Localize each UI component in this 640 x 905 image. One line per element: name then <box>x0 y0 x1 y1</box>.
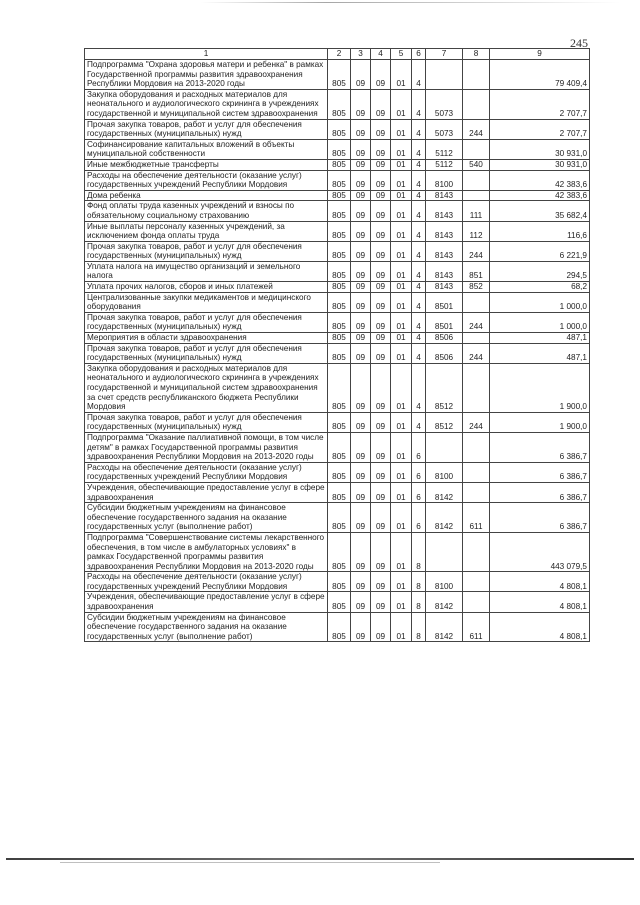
expense-type-cell <box>463 139 490 159</box>
section-code-cell: 805 <box>328 292 351 312</box>
subprogram-code-cell: 4 <box>412 343 426 363</box>
row-name-cell: Закупка оборудования и расходных материалов для неонатального и аудиологического скрининга в учреждениях государственной и муниципальной систем здравоохранения за счет средств республиканского бюджета Республики Мордовия <box>85 363 328 412</box>
amount-cell: 68,2 <box>490 282 590 293</box>
table-row <box>85 412 590 432</box>
program-code-cell: 01 <box>391 612 412 642</box>
table-row <box>85 159 590 170</box>
section-code-cell: 805 <box>328 532 351 571</box>
expense-type-cell <box>463 532 490 571</box>
table-row <box>85 261 590 281</box>
subsection-code-cell: 09 <box>351 592 371 612</box>
target-article-cell: 5073 <box>426 119 463 139</box>
table-row <box>85 60 590 90</box>
section-code-cell: 805 <box>328 592 351 612</box>
subsection-code-cell: 09 <box>351 312 371 332</box>
table-row <box>85 503 590 533</box>
amount-cell: 30 931,0 <box>490 159 590 170</box>
subsection2-code-cell: 09 <box>371 572 391 592</box>
subsection-code-cell: 09 <box>351 261 371 281</box>
row-name-cell: Подпрограмма "Охрана здоровья матери и ребенка" в рамках Государственной программы развития здравоохранения Республики Мордовия на 2013-2020 годы <box>85 60 328 90</box>
subprogram-code-cell: 4 <box>412 292 426 312</box>
amount-cell: 6 386,7 <box>490 462 590 482</box>
subsection2-code-cell: 09 <box>371 343 391 363</box>
program-code-cell: 01 <box>391 333 412 344</box>
amount-cell: 2 707,7 <box>490 119 590 139</box>
table-row <box>85 612 590 642</box>
header-cell: 8 <box>463 49 490 60</box>
subsection2-code-cell: 09 <box>371 139 391 159</box>
header-cell: 6 <box>412 49 426 60</box>
subprogram-code-cell: 4 <box>412 312 426 332</box>
amount-cell: 116,6 <box>490 221 590 241</box>
subsection-code-cell: 09 <box>351 412 371 432</box>
row-name-cell: Субсидии бюджетным учреждениям на финансовое обеспечение государственного задания на оказание государственных услуг (выполнение работ) <box>85 503 328 533</box>
row-name-cell: Дома ребенка <box>85 190 328 201</box>
amount-cell: 6 386,7 <box>490 482 590 502</box>
subsection-code-cell: 09 <box>351 432 371 462</box>
program-code-cell: 01 <box>391 343 412 363</box>
subprogram-code-cell: 4 <box>412 190 426 201</box>
program-code-cell: 01 <box>391 282 412 293</box>
program-code-cell: 01 <box>391 221 412 241</box>
target-article-cell: 8142 <box>426 503 463 533</box>
row-name-cell: Иные межбюджетные трансферты <box>85 159 328 170</box>
subprogram-code-cell: 6 <box>412 503 426 533</box>
target-article-cell: 8143 <box>426 241 463 261</box>
row-name-cell: Расходы на обеспечение деятельности (оказание услуг) государственных учреждений Республики Мордовия <box>85 462 328 482</box>
amount-cell: 4 808,1 <box>490 572 590 592</box>
section-code-cell: 805 <box>328 312 351 332</box>
program-code-cell: 01 <box>391 432 412 462</box>
subprogram-code-cell: 4 <box>412 363 426 412</box>
program-code-cell: 01 <box>391 201 412 221</box>
subprogram-code-cell: 4 <box>412 241 426 261</box>
target-article-cell: 5112 <box>426 139 463 159</box>
subsection2-code-cell: 09 <box>371 312 391 332</box>
table-body <box>85 60 590 642</box>
expense-type-cell <box>463 333 490 344</box>
target-article-cell: 8143 <box>426 261 463 281</box>
subsection2-code-cell: 09 <box>371 190 391 201</box>
subprogram-code-cell: 8 <box>412 532 426 571</box>
amount-cell: 1 000,0 <box>490 292 590 312</box>
expense-type-cell <box>463 170 490 190</box>
subsection2-code-cell: 09 <box>371 482 391 502</box>
section-code-cell: 805 <box>328 170 351 190</box>
subsection-code-cell: 09 <box>351 532 371 571</box>
subsection2-code-cell: 09 <box>371 89 391 119</box>
page-number: 245 <box>570 36 588 50</box>
program-code-cell: 01 <box>391 503 412 533</box>
section-code-cell: 805 <box>328 241 351 261</box>
expense-type-cell: 611 <box>463 612 490 642</box>
row-name-cell: Субсидии бюджетным учреждениям на финансовое обеспечение государственного задания на оказание государственных услуг (выполнение работ) <box>85 612 328 642</box>
target-article-cell: 8142 <box>426 482 463 502</box>
table-row <box>85 532 590 571</box>
section-code-cell: 805 <box>328 119 351 139</box>
section-code-cell: 805 <box>328 462 351 482</box>
table-row <box>85 119 590 139</box>
header-cell: 2 <box>328 49 351 60</box>
expense-type-cell: 244 <box>463 312 490 332</box>
subsection2-code-cell: 09 <box>371 201 391 221</box>
subsection-code-cell: 09 <box>351 170 371 190</box>
subprogram-code-cell: 6 <box>412 462 426 482</box>
expense-type-cell <box>463 592 490 612</box>
subsection-code-cell: 09 <box>351 482 371 502</box>
subsection-code-cell: 09 <box>351 201 371 221</box>
program-code-cell: 01 <box>391 592 412 612</box>
amount-cell: 2 707,7 <box>490 89 590 119</box>
section-code-cell: 805 <box>328 89 351 119</box>
target-article-cell: 8100 <box>426 170 463 190</box>
row-name-cell: Фонд оплаты труда казенных учреждений и взносы по обязательному социальному страхованию <box>85 201 328 221</box>
expense-type-cell: 111 <box>463 201 490 221</box>
program-code-cell: 01 <box>391 412 412 432</box>
subsection2-code-cell: 09 <box>371 363 391 412</box>
table-row <box>85 482 590 502</box>
row-name-cell: Прочая закупка товаров, работ и услуг для обеспечения государственных (муниципальных) нужд <box>85 412 328 432</box>
subsection-code-cell: 09 <box>351 119 371 139</box>
program-code-cell: 01 <box>391 89 412 119</box>
expense-type-cell: 112 <box>463 221 490 241</box>
program-code-cell: 01 <box>391 261 412 281</box>
amount-cell: 42 383,6 <box>490 170 590 190</box>
target-article-cell: 8143 <box>426 282 463 293</box>
section-code-cell: 805 <box>328 363 351 412</box>
expense-type-cell <box>463 89 490 119</box>
subprogram-code-cell: 4 <box>412 201 426 221</box>
subprogram-code-cell: 4 <box>412 261 426 281</box>
target-article-cell: 8143 <box>426 221 463 241</box>
subsection2-code-cell: 09 <box>371 412 391 432</box>
section-code-cell: 805 <box>328 432 351 462</box>
subsection2-code-cell: 09 <box>371 170 391 190</box>
subsection2-code-cell: 09 <box>371 612 391 642</box>
target-article-cell: 8143 <box>426 190 463 201</box>
table-row <box>85 343 590 363</box>
expense-type-cell <box>463 292 490 312</box>
subprogram-code-cell: 6 <box>412 432 426 462</box>
program-code-cell: 01 <box>391 159 412 170</box>
table-row <box>85 241 590 261</box>
table-row <box>85 282 590 293</box>
subsection-code-cell: 09 <box>351 89 371 119</box>
subsection2-code-cell: 09 <box>371 282 391 293</box>
section-code-cell: 805 <box>328 343 351 363</box>
subsection-code-cell: 09 <box>351 282 371 293</box>
subsection2-code-cell: 09 <box>371 292 391 312</box>
expense-type-cell: 244 <box>463 343 490 363</box>
subsection-code-cell: 09 <box>351 343 371 363</box>
section-code-cell: 805 <box>328 159 351 170</box>
target-article-cell: 5073 <box>426 89 463 119</box>
row-name-cell: Прочая закупка товаров, работ и услуг для обеспечения государственных (муниципальных) нужд <box>85 119 328 139</box>
section-code-cell: 805 <box>328 261 351 281</box>
subsection2-code-cell: 09 <box>371 159 391 170</box>
expense-type-cell <box>463 190 490 201</box>
amount-cell: 4 808,1 <box>490 592 590 612</box>
subprogram-code-cell: 8 <box>412 612 426 642</box>
table-row <box>85 572 590 592</box>
section-code-cell: 805 <box>328 221 351 241</box>
amount-cell: 42 383,6 <box>490 190 590 201</box>
amount-cell: 1 900,0 <box>490 412 590 432</box>
target-article-cell: 8100 <box>426 462 463 482</box>
program-code-cell: 01 <box>391 241 412 261</box>
table-row <box>85 312 590 332</box>
subprogram-code-cell: 4 <box>412 139 426 159</box>
table-row <box>85 462 590 482</box>
subprogram-code-cell: 6 <box>412 482 426 502</box>
table-row <box>85 201 590 221</box>
target-article-cell: 8143 <box>426 201 463 221</box>
program-code-cell: 01 <box>391 482 412 502</box>
subsection-code-cell: 09 <box>351 139 371 159</box>
amount-cell: 6 221,9 <box>490 241 590 261</box>
target-article-cell: 8100 <box>426 572 463 592</box>
expense-type-cell: 611 <box>463 503 490 533</box>
subprogram-code-cell: 4 <box>412 159 426 170</box>
target-article-cell: 8506 <box>426 333 463 344</box>
subsection2-code-cell: 09 <box>371 261 391 281</box>
row-name-cell: Софинансирование капитальных вложений в объекты муниципальной собственности <box>85 139 328 159</box>
target-article-cell: 8142 <box>426 592 463 612</box>
target-article-cell: 8512 <box>426 363 463 412</box>
row-name-cell: Прочая закупка товаров, работ и услуг для обеспечения государственных (муниципальных) нужд <box>85 343 328 363</box>
program-code-cell: 01 <box>391 572 412 592</box>
section-code-cell: 805 <box>328 503 351 533</box>
amount-cell: 487,1 <box>490 343 590 363</box>
section-code-cell: 805 <box>328 190 351 201</box>
amount-cell: 4 808,1 <box>490 612 590 642</box>
header-cell: 1 <box>85 49 328 60</box>
budget-table <box>84 48 590 642</box>
row-name-cell: Подпрограмма "Совершенствование системы лекарственного обеспечения, в том числе в амбулаторных условиях" в рамках Государственной программы развития здравоохранения Республики Мордовия на 2013-2020 годы <box>85 532 328 571</box>
section-code-cell: 805 <box>328 201 351 221</box>
row-name-cell: Закупка оборудования и расходных материалов для неонатального и аудиологического скрининга в учреждениях государственной и муниципальной систем здравоохранения <box>85 89 328 119</box>
target-article-cell <box>426 432 463 462</box>
expense-type-cell: 852 <box>463 282 490 293</box>
amount-cell: 6 386,7 <box>490 503 590 533</box>
section-code-cell: 805 <box>328 333 351 344</box>
subsection2-code-cell: 09 <box>371 221 391 241</box>
subprogram-code-cell: 4 <box>412 170 426 190</box>
subsection-code-cell: 09 <box>351 60 371 90</box>
target-article-cell <box>426 60 463 90</box>
subsection2-code-cell: 09 <box>371 432 391 462</box>
target-article-cell: 8501 <box>426 292 463 312</box>
subsection2-code-cell: 09 <box>371 241 391 261</box>
program-code-cell: 01 <box>391 532 412 571</box>
subsection2-code-cell: 09 <box>371 503 391 533</box>
expense-type-cell <box>463 60 490 90</box>
program-code-cell: 01 <box>391 312 412 332</box>
row-name-cell: Прочая закупка товаров, работ и услуг для обеспечения государственных (муниципальных) нужд <box>85 312 328 332</box>
expense-type-cell <box>463 363 490 412</box>
subsection-code-cell: 09 <box>351 190 371 201</box>
row-name-cell: Уплата прочих налогов, сборов и иных платежей <box>85 282 328 293</box>
row-name-cell: Централизованные закупки медикаментов и медицинского оборудования <box>85 292 328 312</box>
expense-type-cell: 244 <box>463 241 490 261</box>
section-code-cell: 805 <box>328 139 351 159</box>
section-code-cell: 805 <box>328 412 351 432</box>
program-code-cell: 01 <box>391 190 412 201</box>
row-name-cell: Уплата налога на имущество организаций и земельного налога <box>85 261 328 281</box>
subprogram-code-cell: 4 <box>412 60 426 90</box>
scan-bottom-shadow <box>60 862 440 863</box>
subprogram-code-cell: 4 <box>412 119 426 139</box>
scan-bottom-edge <box>6 858 634 860</box>
expense-type-cell: 244 <box>463 119 490 139</box>
header-cell: 4 <box>371 49 391 60</box>
program-code-cell: 01 <box>391 139 412 159</box>
amount-cell: 79 409,4 <box>490 60 590 90</box>
row-name-cell: Прочая закупка товаров, работ и услуг для обеспечения государственных (муниципальных) нужд <box>85 241 328 261</box>
section-code-cell: 805 <box>328 612 351 642</box>
amount-cell: 35 682,4 <box>490 201 590 221</box>
amount-cell: 294,5 <box>490 261 590 281</box>
subsection-code-cell: 09 <box>351 503 371 533</box>
table-row <box>85 292 590 312</box>
table-row <box>85 139 590 159</box>
subsection-code-cell: 09 <box>351 292 371 312</box>
program-code-cell: 01 <box>391 292 412 312</box>
subprogram-code-cell: 8 <box>412 572 426 592</box>
table-row <box>85 592 590 612</box>
program-code-cell: 01 <box>391 119 412 139</box>
table-row <box>85 363 590 412</box>
table-row <box>85 221 590 241</box>
section-code-cell: 805 <box>328 282 351 293</box>
table-row <box>85 333 590 344</box>
subprogram-code-cell: 4 <box>412 282 426 293</box>
table-row <box>85 432 590 462</box>
header-cell: 7 <box>426 49 463 60</box>
subsection2-code-cell: 09 <box>371 333 391 344</box>
expense-type-cell <box>463 482 490 502</box>
target-article-cell: 8501 <box>426 312 463 332</box>
amount-cell: 6 386,7 <box>490 432 590 462</box>
target-article-cell: 5112 <box>426 159 463 170</box>
header-cell: 3 <box>351 49 371 60</box>
subsection-code-cell: 09 <box>351 363 371 412</box>
subsection2-code-cell: 09 <box>371 119 391 139</box>
row-name-cell: Мероприятия в области здравоохранения <box>85 333 328 344</box>
subprogram-code-cell: 4 <box>412 221 426 241</box>
expense-type-cell: 540 <box>463 159 490 170</box>
section-code-cell: 805 <box>328 482 351 502</box>
subprogram-code-cell: 4 <box>412 412 426 432</box>
row-name-cell: Расходы на обеспечение деятельности (оказание услуг) государственных учреждений Республики Мордовия <box>85 170 328 190</box>
row-name-cell: Расходы на обеспечение деятельности (оказание услуг) государственных учреждений Республики Мордовия <box>85 572 328 592</box>
subsection-code-cell: 09 <box>351 333 371 344</box>
expense-type-cell: 851 <box>463 261 490 281</box>
subsection-code-cell: 09 <box>351 572 371 592</box>
subprogram-code-cell: 8 <box>412 592 426 612</box>
amount-cell: 1 900,0 <box>490 363 590 412</box>
row-name-cell: Подпрограмма "Оказание паллиативной помощи, в том числе детям" в рамках Государственной программы развития здравоохранения Республики Мордовия на 2013-2020 годы <box>85 432 328 462</box>
table-header <box>85 49 590 60</box>
program-code-cell: 01 <box>391 363 412 412</box>
scan-top-edge <box>200 2 620 3</box>
section-code-cell: 805 <box>328 572 351 592</box>
target-article-cell: 8512 <box>426 412 463 432</box>
section-code-cell: 805 <box>328 60 351 90</box>
subsection-code-cell: 09 <box>351 221 371 241</box>
subsection2-code-cell: 09 <box>371 462 391 482</box>
expense-type-cell <box>463 432 490 462</box>
subsection-code-cell: 09 <box>351 462 371 482</box>
expense-type-cell <box>463 462 490 482</box>
row-name-cell: Учреждения, обеспечивающие предоставление услуг в сфере здравоохранения <box>85 482 328 502</box>
amount-cell: 487,1 <box>490 333 590 344</box>
program-code-cell: 01 <box>391 462 412 482</box>
subprogram-code-cell: 4 <box>412 89 426 119</box>
target-article-cell: 8506 <box>426 343 463 363</box>
program-code-cell: 01 <box>391 60 412 90</box>
header-cell: 5 <box>391 49 412 60</box>
target-article-cell: 8142 <box>426 612 463 642</box>
subsection2-code-cell: 09 <box>371 532 391 571</box>
target-article-cell <box>426 532 463 571</box>
row-name-cell: Учреждения, обеспечивающие предоставление услуг в сфере здравоохранения <box>85 592 328 612</box>
amount-cell: 1 000,0 <box>490 312 590 332</box>
subsection2-code-cell: 09 <box>371 592 391 612</box>
program-code-cell: 01 <box>391 170 412 190</box>
table-row <box>85 190 590 201</box>
subsection-code-cell: 09 <box>351 241 371 261</box>
header-row <box>85 49 590 60</box>
subsection-code-cell: 09 <box>351 159 371 170</box>
subsection2-code-cell: 09 <box>371 60 391 90</box>
expense-type-cell <box>463 572 490 592</box>
header-cell: 9 <box>490 49 590 60</box>
amount-cell: 443 079,5 <box>490 532 590 571</box>
row-name-cell: Иные выплаты персоналу казенных учреждений, за исключением фонда оплаты труда <box>85 221 328 241</box>
expense-type-cell: 244 <box>463 412 490 432</box>
subprogram-code-cell: 4 <box>412 333 426 344</box>
table-row <box>85 170 590 190</box>
table-row <box>85 89 590 119</box>
amount-cell: 30 931,0 <box>490 139 590 159</box>
subsection-code-cell: 09 <box>351 612 371 642</box>
